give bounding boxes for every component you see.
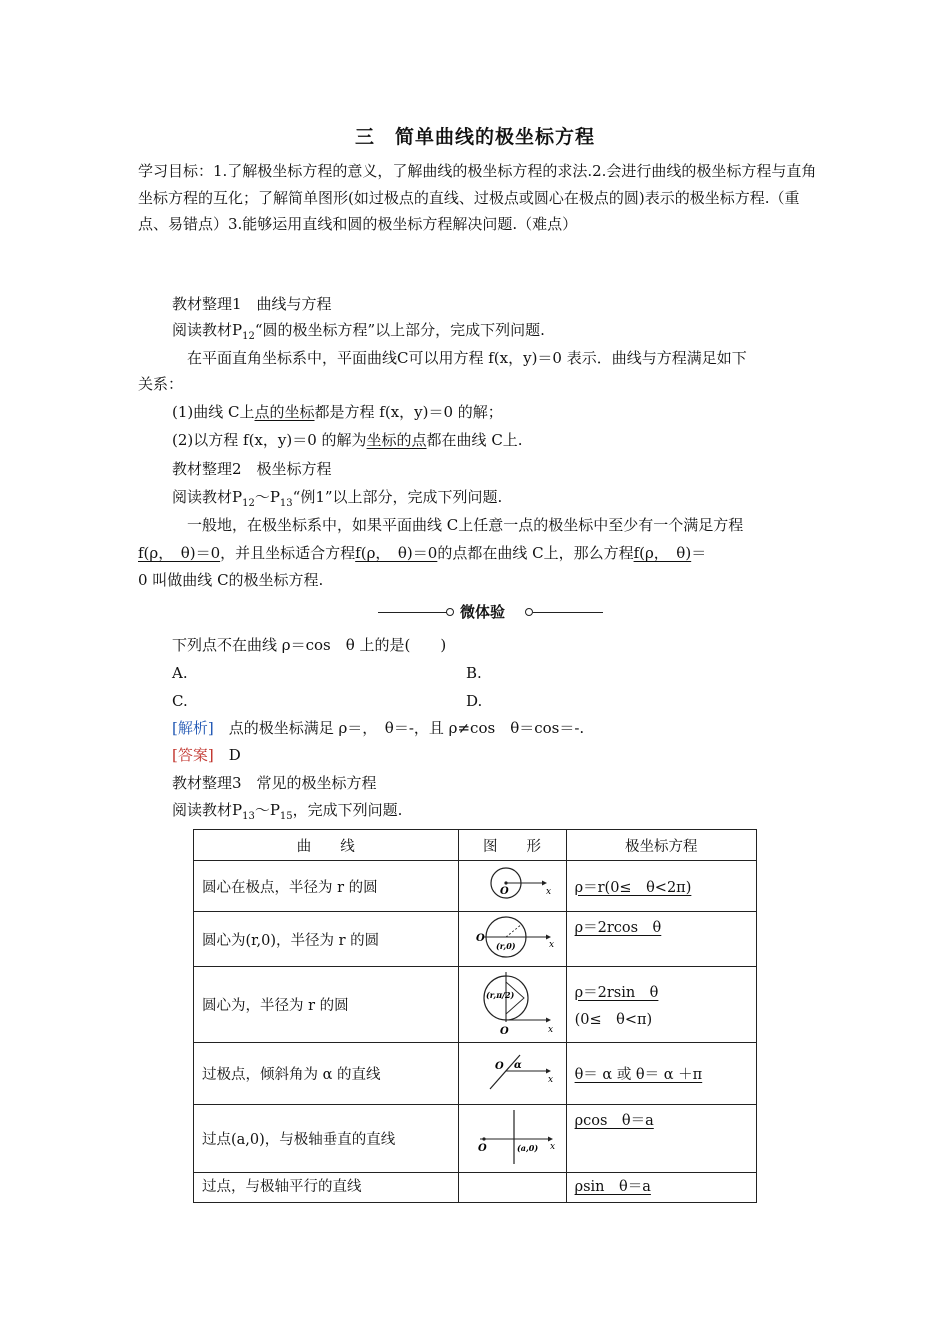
page-ref: 15 <box>279 811 293 822</box>
option-d: D. <box>466 692 483 710</box>
svg-text:x: x <box>550 1141 556 1152</box>
definition-text: ，并且坐标适合方程 <box>220 544 356 562</box>
svg-text:x: x <box>549 940 555 950</box>
curve-cell: 圆心为(r,0)，半径为 r 的圆 <box>194 912 459 967</box>
option-b: B. <box>466 664 482 682</box>
equation-text: ρsin θ＝a <box>574 1179 651 1195</box>
table-row <box>194 1173 757 1203</box>
answer <box>172 742 241 768</box>
svg-text:α: α <box>514 1059 522 1071</box>
banner-line-right <box>533 612 603 613</box>
equation-text: ρcos θ＝a <box>574 1113 654 1129</box>
equation-cell <box>566 1043 756 1105</box>
answer-tag: [答案] <box>172 746 214 764</box>
answer-text: D <box>213 746 241 764</box>
analysis <box>172 715 584 741</box>
definition-text: ＝ <box>691 544 707 562</box>
svg-text:(r,π/2): (r,π/2) <box>486 989 515 1000</box>
reading-text: “圆的极坐标方程”以上部分，完成下列问题. <box>254 321 545 339</box>
option-c: C. <box>172 692 188 710</box>
svg-text:O: O <box>476 933 485 944</box>
curve-cell: 圆心为，半径为 r 的圆 <box>194 967 459 1043</box>
header-curve: 曲 线 <box>194 830 459 861</box>
analysis-text: 点的极坐标满足 ρ＝， θ＝-，且 ρ≠cos θ＝cos＝-. <box>213 719 585 737</box>
svg-text:x: x <box>548 1024 554 1035</box>
vertical-line-figure <box>462 1107 562 1167</box>
section1-intro-line2: 关系： <box>138 375 184 393</box>
circle-through-pole-figure <box>462 912 562 962</box>
banner-title: 微体验 <box>460 603 506 621</box>
svg-text:O: O <box>500 886 509 897</box>
svg-text:x: x <box>548 1074 554 1085</box>
circle-at-pole-figure <box>462 861 562 907</box>
table-row <box>194 1105 757 1173</box>
reading-text: 阅读教材P <box>172 801 243 819</box>
svg-text:(a,0): (a,0) <box>517 1142 539 1153</box>
figure-cell <box>458 1105 566 1173</box>
section2-line2 <box>138 540 706 566</box>
section3-reading <box>172 797 402 830</box>
section1-intro-line1: 在平面直角坐标系中，平面曲线C可以用方程 f(x，y)＝0 表示．曲线与方程满足如下 <box>187 349 747 367</box>
equation-cell <box>566 1105 756 1173</box>
exercise-question: 下列点不在曲线 ρ＝cos θ 上的是( ) <box>172 636 447 654</box>
curve-cell: 过极点，倾斜角为 α 的直线 <box>194 1043 459 1105</box>
item-text: (2)以方程 f(x，y)＝0 的解为 <box>172 431 367 449</box>
svg-text:x: x <box>546 887 552 897</box>
reading-text: ～P <box>254 488 280 506</box>
equation-text: ρ＝r(0≤ θ<2π) <box>574 879 692 896</box>
curve-cell: 过点，与极轴平行的直线 <box>194 1173 459 1203</box>
equation-text: ρ＝2rsin θ <box>574 984 659 1001</box>
equation-text: ρ＝2rcos θ <box>574 920 662 936</box>
item-text: (1)曲线 C上 <box>172 403 255 421</box>
banner-line-left <box>378 612 448 613</box>
svg-text:O: O <box>478 1142 487 1154</box>
svg-text:O: O <box>495 1060 504 1072</box>
circle-above-pole-figure <box>462 968 562 1038</box>
item-text: 都是方程 f(x，y)＝0 的解； <box>314 403 503 421</box>
table-header-row <box>194 830 757 861</box>
section1-item2 <box>172 427 523 453</box>
item-text: 都在曲线 C上. <box>426 431 523 449</box>
definition-text: 的点都在曲线 C上，那么方程 <box>437 544 634 562</box>
reading-text: 阅读教材P <box>172 488 243 506</box>
banner-dot-left <box>446 608 454 616</box>
fill-blank: f(ρ， θ)＝0 <box>355 544 438 562</box>
table-row <box>194 912 757 967</box>
figure-cell <box>458 861 566 912</box>
page-ref: 13 <box>242 811 255 822</box>
fill-blank: 坐标的点 <box>366 431 427 449</box>
page-ref: 13 <box>279 498 293 509</box>
section2-line1: 一般地，在极坐标系中，如果平面曲线 C上任意一点的极坐标中至少有一个满足方程 <box>187 516 744 534</box>
fill-blank: 点的坐标 <box>254 403 315 421</box>
reading-text: ～P <box>254 801 280 819</box>
equation-cell <box>566 1173 756 1203</box>
equation-cell <box>566 967 756 1043</box>
table-row <box>194 1043 757 1105</box>
page-title: 三 简单曲线的极坐标方程 <box>354 126 595 148</box>
section2-heading: 教材整理2 极坐标方程 <box>172 460 332 478</box>
equation-text: θ＝ α 或 θ＝ α ＋π <box>574 1067 703 1083</box>
svg-text:(r,0): (r,0) <box>496 941 516 951</box>
svg-text:O: O <box>500 1025 509 1037</box>
reading-text: 阅读教材P <box>172 321 243 339</box>
reading-text: “例1”以上部分，完成下列问题. <box>292 488 503 506</box>
equation-condition: (0≤ θ<π) <box>574 1011 653 1028</box>
header-figure: 图 形 <box>458 830 566 861</box>
page-ref: 12 <box>242 331 255 342</box>
section1-item1 <box>172 399 503 425</box>
banner-dot-right <box>525 608 533 616</box>
curve-cell: 圆心在极点，半径为 r 的圆 <box>194 861 459 912</box>
figure-cell <box>458 912 566 967</box>
section3-heading: 教材整理3 常见的极坐标方程 <box>172 774 377 792</box>
header-equation: 极坐标方程 <box>566 830 756 861</box>
learning-goals: 学习目标：1.了解极坐标方程的意义，了解曲线的极坐标方程的求法.2.会进行曲线的极坐标方程与直角坐标方程的互化；了解简单图形(如过极点的直线、过极点或圆心在极点的圆)表示的极坐标方程.（重点、易错点）3.能够运用直线和圆的极坐标方程解决问题.（难点） <box>138 162 817 233</box>
figure-cell <box>458 1043 566 1105</box>
figure-cell <box>458 967 566 1043</box>
figure-cell <box>458 1173 566 1203</box>
analysis-tag: [解析] <box>172 719 214 737</box>
equation-cell <box>566 861 756 912</box>
section2-line3: 0 叫做曲线 C的极坐标方程. <box>138 571 324 589</box>
equation-cell <box>566 912 756 967</box>
fill-blank: f(ρ， θ) <box>633 544 692 562</box>
line-through-pole-figure <box>462 1049 562 1095</box>
table-row <box>194 967 757 1043</box>
reading-text: ，完成下列问题. <box>292 801 403 819</box>
polar-equation-table <box>193 829 757 1203</box>
table-row <box>194 861 757 912</box>
option-a: A. <box>172 664 188 682</box>
curve-cell: 过点(a,0)，与极轴垂直的直线 <box>194 1105 459 1173</box>
fill-blank: f(ρ， θ)＝0 <box>138 544 221 562</box>
section1-heading: 教材整理1 曲线与方程 <box>172 295 332 313</box>
page-ref: 12 <box>242 498 255 509</box>
